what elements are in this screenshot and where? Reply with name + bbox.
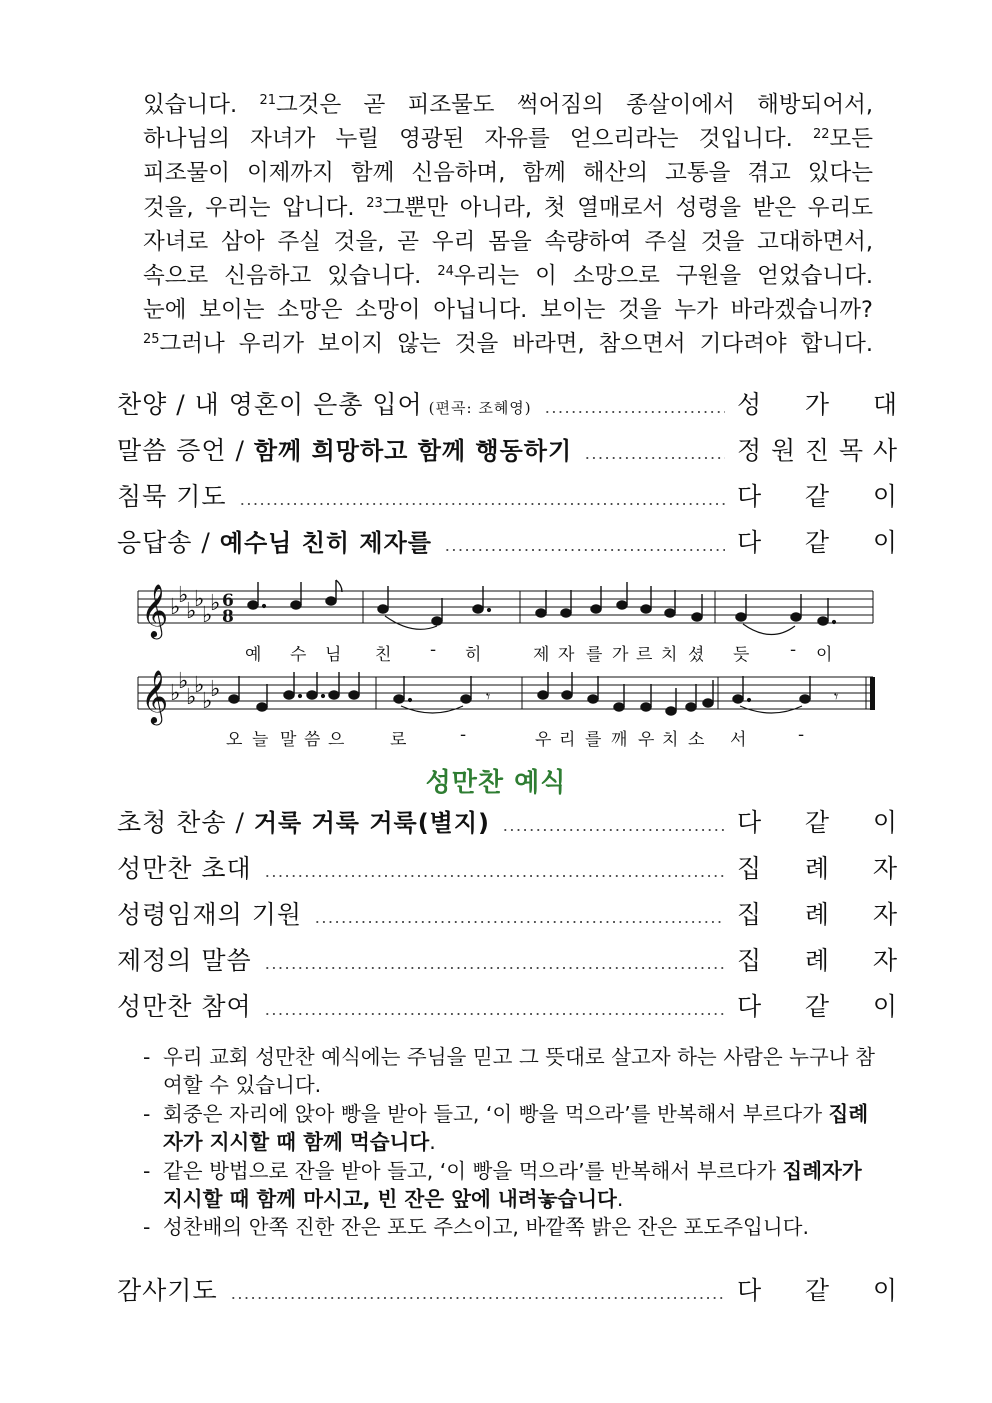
lyric-syllable: 를: [585, 730, 602, 750]
communion-item-hymn: 초청 찬송 / 거룩 거룩 거룩(별지) 다 같 이: [117, 803, 897, 839]
svg-text:♭: ♭: [202, 603, 213, 628]
communion-item-institution: 제정의 말씀 집 례 자: [117, 941, 897, 977]
lyric-syllable: 리: [559, 730, 576, 750]
lyric-syllable: 셨: [688, 645, 705, 665]
communion-notes: [143, 1043, 878, 1242]
lyric-syllable: 친: [375, 645, 392, 665]
lyric-syllable: -: [430, 640, 437, 660]
svg-text:♭: ♭: [202, 689, 213, 714]
lyric-syllable: 예: [245, 645, 262, 665]
lyric-syllable: 씀: [304, 730, 321, 750]
time-signature: [222, 591, 234, 627]
lyric-syllable: 말: [280, 730, 297, 750]
lyric-syllable: 서: [730, 730, 747, 750]
performer: 집 례 자: [737, 946, 897, 975]
svg-text:♭: ♭: [170, 595, 181, 620]
svg-text:♭: ♭: [178, 669, 189, 694]
treble-clef-icon: 𝄞: [141, 583, 169, 637]
leader-dots: [264, 1013, 725, 1015]
lyric-syllable: 치: [661, 645, 678, 665]
scripture-line: 눈에 보이는 소망은 소망이 아닙니다. 보이는 것을 누가 바라겠습니까?: [143, 297, 873, 324]
lyric-syllable: 소: [688, 730, 705, 750]
performer: 집 례 자: [737, 900, 897, 929]
performer: 집 례 자: [737, 854, 897, 883]
svg-text:♭: ♭: [186, 685, 197, 710]
section-title-communion: 성만찬 예식: [425, 768, 567, 798]
lyric-syllable: 수: [290, 645, 307, 665]
communion-item-participation: 성만찬 참여 다 같 이: [117, 987, 897, 1023]
performer: 다 같 이: [737, 992, 897, 1021]
lyric-syllable: 로: [390, 730, 407, 750]
treble-clef-icon: 𝄞: [141, 669, 169, 723]
svg-text:♭: ♭: [178, 583, 189, 608]
performer: 성 가 대: [737, 390, 897, 419]
communion-item-invitation: 성만찬 초대 집 례 자: [117, 849, 897, 885]
note-item: - 회중은 자리에 앉아 빵을 받아 들고, ‘이 빵을 먹으라’를 반복해서 부르다가 집례자가 지시할 때 함께 먹습니다.: [143, 1101, 869, 1155]
order-item-response-song: 응답송 / 예수님 친히 제자를 다 같 이: [117, 523, 897, 559]
svg-text:♭: ♭: [186, 599, 197, 624]
order-item-silent-prayer: 침묵 기도 다 같 이: [117, 477, 897, 513]
scripture-line: 피조물이 이제까지 함께 신음하며, 함께 해산의 고통을 겪고 있다는: [143, 160, 873, 187]
scripture-line: 하나님의 자녀가 누릴 영광된 자유를 얻으리라는 것입니다. $^{22}$모든: [143, 126, 873, 153]
communion-item-epiclesis: 성령임재의 기원 집 례 자: [117, 895, 897, 931]
note-item: - 우리 교회 성만찬 예식에는 주님을 믿고 그 뜻대로 살고자 하는 사람은 누구나 참여할 수 있습니다.: [143, 1045, 875, 1098]
note-item: - 같은 방법으로 잔을 받아 들고, ‘이 빵을 먹으라’를 반복해서 부르다가 집례자가 지시할 때 함께 마시고, 빈 잔은 앞에 내려놓습니다.: [143, 1158, 862, 1212]
lyric-syllable: 히: [465, 645, 482, 665]
scripture-line: 것을, 우리는 압니다. $^{23}$그뿐만 아니라, 첫 열매로서 성령을 받은 우리도: [143, 194, 873, 221]
svg-text:♭: ♭: [170, 681, 181, 706]
lyric-syllable: 오: [226, 730, 243, 750]
lyric-syllable: 으: [328, 730, 345, 750]
lyric-syllable: 늘: [252, 730, 269, 750]
svg-text:𝄾: 𝄾: [834, 687, 839, 706]
svg-text:♭: ♭: [210, 591, 221, 616]
order-item-thanksgiving: 감사기도 다 같 이: [117, 1271, 897, 1307]
lyric-syllable: 우: [535, 730, 552, 750]
scripture-line: 속으로 신음하고 있습니다. $^{24}$우리는 이 소망으로 구원을 얻었습니다.: [143, 263, 873, 290]
leader-dots: [264, 967, 725, 969]
lyric-syllable: 치: [662, 730, 679, 750]
svg-text:♭: ♭: [194, 673, 205, 698]
notes-line-1: [248, 580, 835, 625]
lyric-syllable: 르: [636, 645, 653, 665]
lyric-syllable: 자: [558, 645, 575, 665]
performer: 다 같 이: [737, 1276, 897, 1305]
lyric-syllable: 이: [816, 645, 833, 665]
order-item-praise: 찬양 / 내 영혼이 은총 입어 (편곡: 조혜영) 성 가 대: [117, 385, 897, 421]
svg-text:♭: ♭: [210, 677, 221, 702]
key-signature: [170, 583, 220, 714]
lyric-syllable: 제: [533, 645, 550, 665]
scripture-line: $^{25}$그러나 우리가 보이지 않는 것을 바라면, 참으면서 기다려야 합니다.: [143, 331, 873, 358]
svg-text:6: 6: [222, 591, 234, 611]
lyric-syllable: 깨: [611, 730, 628, 750]
svg-text:8: 8: [222, 607, 234, 627]
note-item: - 성찬배의 안쪽 진한 잔은 포도 주스이고, 바깥쪽 밝은 잔은 포도주입니다.: [143, 1215, 809, 1240]
leader-dots: [264, 875, 725, 877]
lyric-syllable: -: [798, 725, 805, 745]
leader-dots: [314, 921, 725, 923]
leader-dots: [230, 1297, 725, 1299]
lyric-syllable: 님: [325, 645, 342, 665]
lyric-syllable: 가: [612, 645, 629, 665]
performer: 다 같 이: [737, 482, 897, 511]
lyric-syllable: 를: [586, 645, 603, 665]
lyric-syllable: -: [460, 725, 467, 745]
performer: 정 원 진 목 사: [737, 436, 897, 465]
performer: 다 같 이: [737, 528, 897, 557]
lyric-syllable: 우: [638, 730, 655, 750]
performer: 다 같 이: [737, 808, 897, 837]
svg-text:♭: ♭: [194, 587, 205, 612]
leader-dots: [502, 829, 725, 831]
lyric-syllable: -: [790, 640, 797, 660]
svg-text:𝄾: 𝄾: [486, 687, 491, 706]
lyric-syllable: 듯: [733, 645, 750, 665]
scripture-line: 있습니다. $^{21}$그것은 곧 피조물도 썩어짐의 종살이에서 해방되어서,: [143, 92, 873, 118]
order-item-sermon: 말씀 증언 / 함께 희망하고 함께 행동하기 정 원 진 목 사: [117, 431, 897, 467]
scripture-line: 자녀로 삼아 주실 것을, 곧 우리 몸을 속량하여 주실 것을 고대하면서,: [143, 228, 873, 255]
